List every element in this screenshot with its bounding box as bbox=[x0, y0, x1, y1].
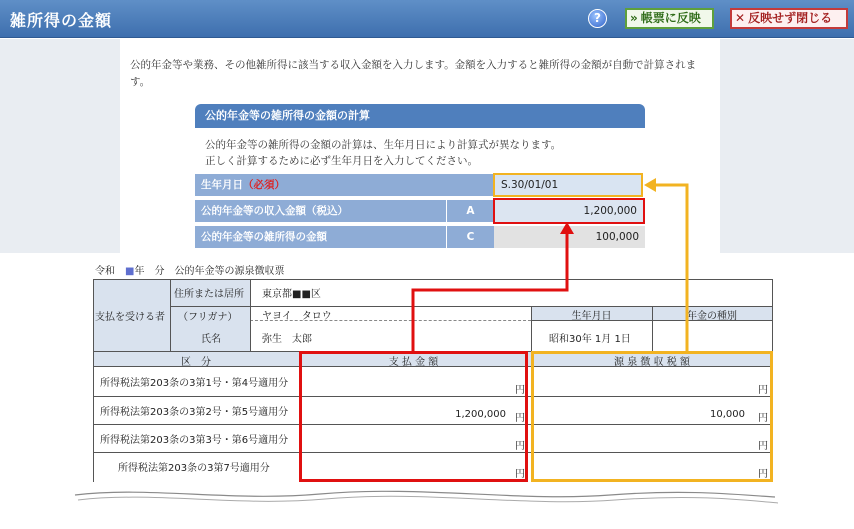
birthdate-input[interactable]: S.30/01/01 bbox=[493, 173, 643, 197]
yen-unit: 円 bbox=[515, 441, 525, 452]
slip-category-header: 区 分 bbox=[181, 357, 211, 368]
yen-unit: 円 bbox=[758, 441, 768, 452]
section-note bbox=[205, 137, 645, 169]
window-titlebar bbox=[0, 0, 854, 38]
misc-income-label: 公的年金等の雑所得の金額 bbox=[195, 226, 446, 248]
birthdate-label bbox=[195, 174, 494, 196]
grid-line bbox=[93, 279, 94, 482]
close-button-label: 反映せず閉じる bbox=[748, 11, 833, 25]
slip-era: 令和 bbox=[95, 266, 115, 277]
intro-text: 公的年金等や業務、その他雑所得に該当する収入金額を入力します。金額を入力すると雑所得の金額が自動で計算されます。 bbox=[130, 59, 697, 88]
slip-row-label: 所得税法第203条の3第3号・第6号適用分 bbox=[100, 435, 289, 446]
yen-unit: 円 bbox=[515, 469, 525, 480]
grid-line bbox=[772, 279, 773, 482]
grid-line bbox=[93, 351, 772, 352]
slip-title-text: 年 分 公的年金等の源泉徴収票 bbox=[134, 266, 285, 277]
grid-line bbox=[93, 424, 772, 425]
misc-income-row bbox=[195, 226, 645, 248]
grid-line bbox=[93, 396, 772, 397]
misc-income-value: 100,000 bbox=[494, 226, 645, 248]
slip-address-label: 住所または居所 bbox=[174, 289, 244, 300]
yen-unit: 円 bbox=[758, 413, 768, 424]
slip-row-label: 所得税法第203条の3第7号適用分 bbox=[118, 463, 270, 474]
help-icon[interactable]: ? bbox=[588, 9, 607, 28]
yen-unit: 円 bbox=[758, 385, 768, 396]
income-input[interactable]: 1,200,000 bbox=[493, 198, 645, 224]
slip-birth-value: 昭和30年 1月 1日 bbox=[549, 334, 631, 345]
required-mark: （必須） bbox=[243, 179, 285, 191]
income-code: A bbox=[446, 200, 494, 222]
slip-year-placeholder: ■ bbox=[125, 266, 135, 277]
section-note-line2: 正しく計算するために必ず生年月日を入力してください。 bbox=[205, 155, 478, 167]
slip-furigana-value: ヤヨイ タロウ bbox=[262, 311, 332, 322]
slip-name-label: 氏名 bbox=[201, 334, 221, 345]
yen-unit: 円 bbox=[758, 469, 768, 480]
slip-name-value: 弥生 太郎 bbox=[262, 334, 312, 345]
right-margin bbox=[720, 39, 854, 253]
window-title: 雑所得の金額 bbox=[10, 11, 113, 30]
reflect-button-label: 帳票に反映 bbox=[640, 11, 701, 25]
slip-address-value: 東京都■■区 bbox=[262, 289, 321, 300]
yen-unit: 円 bbox=[515, 385, 525, 396]
section-header: 公的年金等の雑所得の金額の計算 bbox=[195, 104, 645, 128]
slip-title bbox=[95, 262, 284, 277]
double-chevron-down-icon: » bbox=[630, 11, 638, 25]
birthdate-label-text: 生年月日 bbox=[201, 179, 243, 191]
grid-line bbox=[250, 279, 251, 351]
misc-income-code: C bbox=[446, 226, 494, 248]
slip-withholding-tax-header: 源 泉 徴 収 税 額 bbox=[614, 357, 690, 368]
slip-furigana-label: （フリガナ） bbox=[178, 312, 238, 323]
reflect-to-form-button[interactable] bbox=[625, 8, 714, 29]
section-note-line1: 公的年金等の雑所得の金額の計算は、生年月日により計算式が異なります。 bbox=[205, 139, 562, 151]
grid-line bbox=[93, 452, 772, 453]
income-label: 公的年金等の収入金額（税込） bbox=[195, 200, 446, 222]
yen-unit: 円 bbox=[515, 413, 525, 424]
slip-row-tax: 10,000 bbox=[710, 409, 745, 420]
slip-birth-header: 生年月日 bbox=[571, 311, 612, 322]
left-margin bbox=[0, 39, 120, 253]
close-icon: ✕ bbox=[735, 11, 746, 25]
slip-pension-type-header: 年金の種別 bbox=[687, 311, 737, 322]
slip-row-paid: 1,200,000 bbox=[455, 409, 506, 420]
slip-paid-amount-header: 支 払 金 額 bbox=[388, 357, 439, 368]
slip-row-label: 所得税法第203条の3第2号・第5号適用分 bbox=[100, 407, 289, 418]
close-without-reflect-button[interactable] bbox=[730, 8, 848, 29]
grid-line bbox=[93, 279, 772, 280]
slip-recipient-label: 支払を受ける者 bbox=[95, 312, 165, 323]
grid-line bbox=[170, 279, 171, 351]
slip-row-label: 所得税法第203条の3第1号・第4号適用分 bbox=[100, 378, 289, 389]
